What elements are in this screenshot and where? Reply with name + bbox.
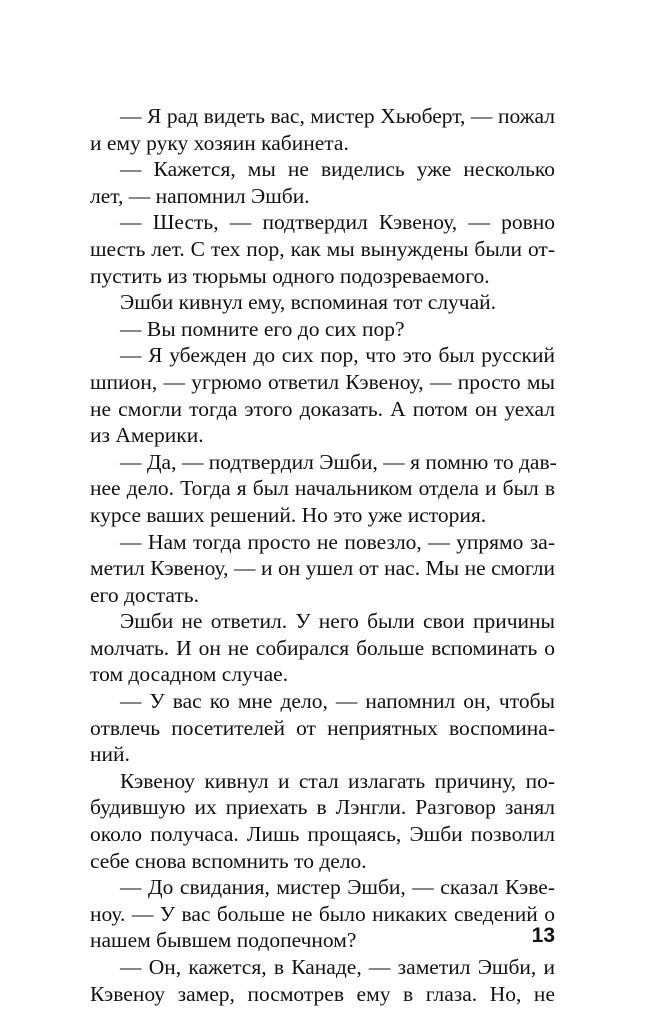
- text-line: том досадном случае.: [90, 662, 289, 687]
- text-line: лет, — напомнил Эшби.: [90, 183, 310, 208]
- text-line: и ему руку хозяин кабинета.: [90, 130, 349, 155]
- text-line: Кэвеноу кивнул и стал излагать причину, по-: [120, 768, 555, 793]
- text-line: — Кажется, мы не виделись уже несколько: [120, 157, 555, 182]
- text-line: Эшби кивнул ему, вспоминая тот случай.: [120, 290, 497, 315]
- text-line: курсе ваших решений. Но это уже история.: [90, 502, 487, 527]
- text-line: — До свидания, мистер Эшби, — сказал Кэве-: [120, 875, 555, 900]
- text-line: — Шесть, — подтвердил Кэвеноу, — ровно: [120, 210, 555, 235]
- text-line: около получаса. Лишь прощаясь, Эшби позволил: [90, 822, 555, 847]
- text-line: из Америки.: [90, 423, 204, 448]
- text-line: его достать.: [90, 582, 199, 607]
- text-line: — Я убежден до сих пор, что это был русский: [120, 343, 555, 368]
- text-line: Эшби не ответил. У него были свои причины: [120, 609, 555, 634]
- page-number: 13: [531, 924, 555, 947]
- text-line: ний.: [90, 742, 130, 767]
- text-line: — Я рад видеть вас, мистер Хьюберт, — пожал: [120, 104, 555, 128]
- text-line: — Да, — подтвердил Эшби, — я помню то дав-: [120, 449, 557, 474]
- text-line: отвлечь посетителей от неприятных воспомина-: [90, 715, 555, 740]
- text-line: не смогли тогда этого доказать. А потом он уехал: [90, 396, 555, 421]
- text-line: шесть лет. С тех пор, как мы вынуждены были от-: [90, 236, 555, 261]
- text-line: себе снова вспомнить то дело.: [90, 848, 367, 873]
- text-line: молчать. И он не собирался больше вспоминать о: [90, 635, 555, 660]
- text-line: ноу. — У вас больше не было никаких сведений о: [90, 901, 555, 926]
- body-text: [90, 103, 555, 1007]
- text-line: Кэвеноу замер, посмотрев ему в глаза. Но, не: [90, 981, 555, 1006]
- text-line: нашем бывшем подопечном?: [90, 928, 357, 953]
- text-line: пустить из тюрьмы одного подозреваемого.: [90, 263, 490, 288]
- text-line: — У вас ко мне дело, — напомнил он, чтобы: [120, 689, 555, 714]
- text-line: метил Кэвеноу, — и он ушел от нас. Мы не смогли: [90, 556, 555, 581]
- text-line: — Он, кажется, в Канаде, — заметил Эшби, и: [120, 955, 555, 979]
- text-line: — Нам тогда просто не повезло, — упрямо за-: [120, 529, 555, 554]
- text-line: шпион, — угрюмо ответил Кэвеноу, — просто мы: [90, 369, 555, 394]
- text-line: — Вы помните его до сих пор?: [120, 316, 405, 341]
- text-line: будившую их приехать в Лэнгли. Разговор занял: [90, 795, 555, 820]
- text-line: нее дело. Тогда я был начальником отдела и был в: [90, 476, 555, 501]
